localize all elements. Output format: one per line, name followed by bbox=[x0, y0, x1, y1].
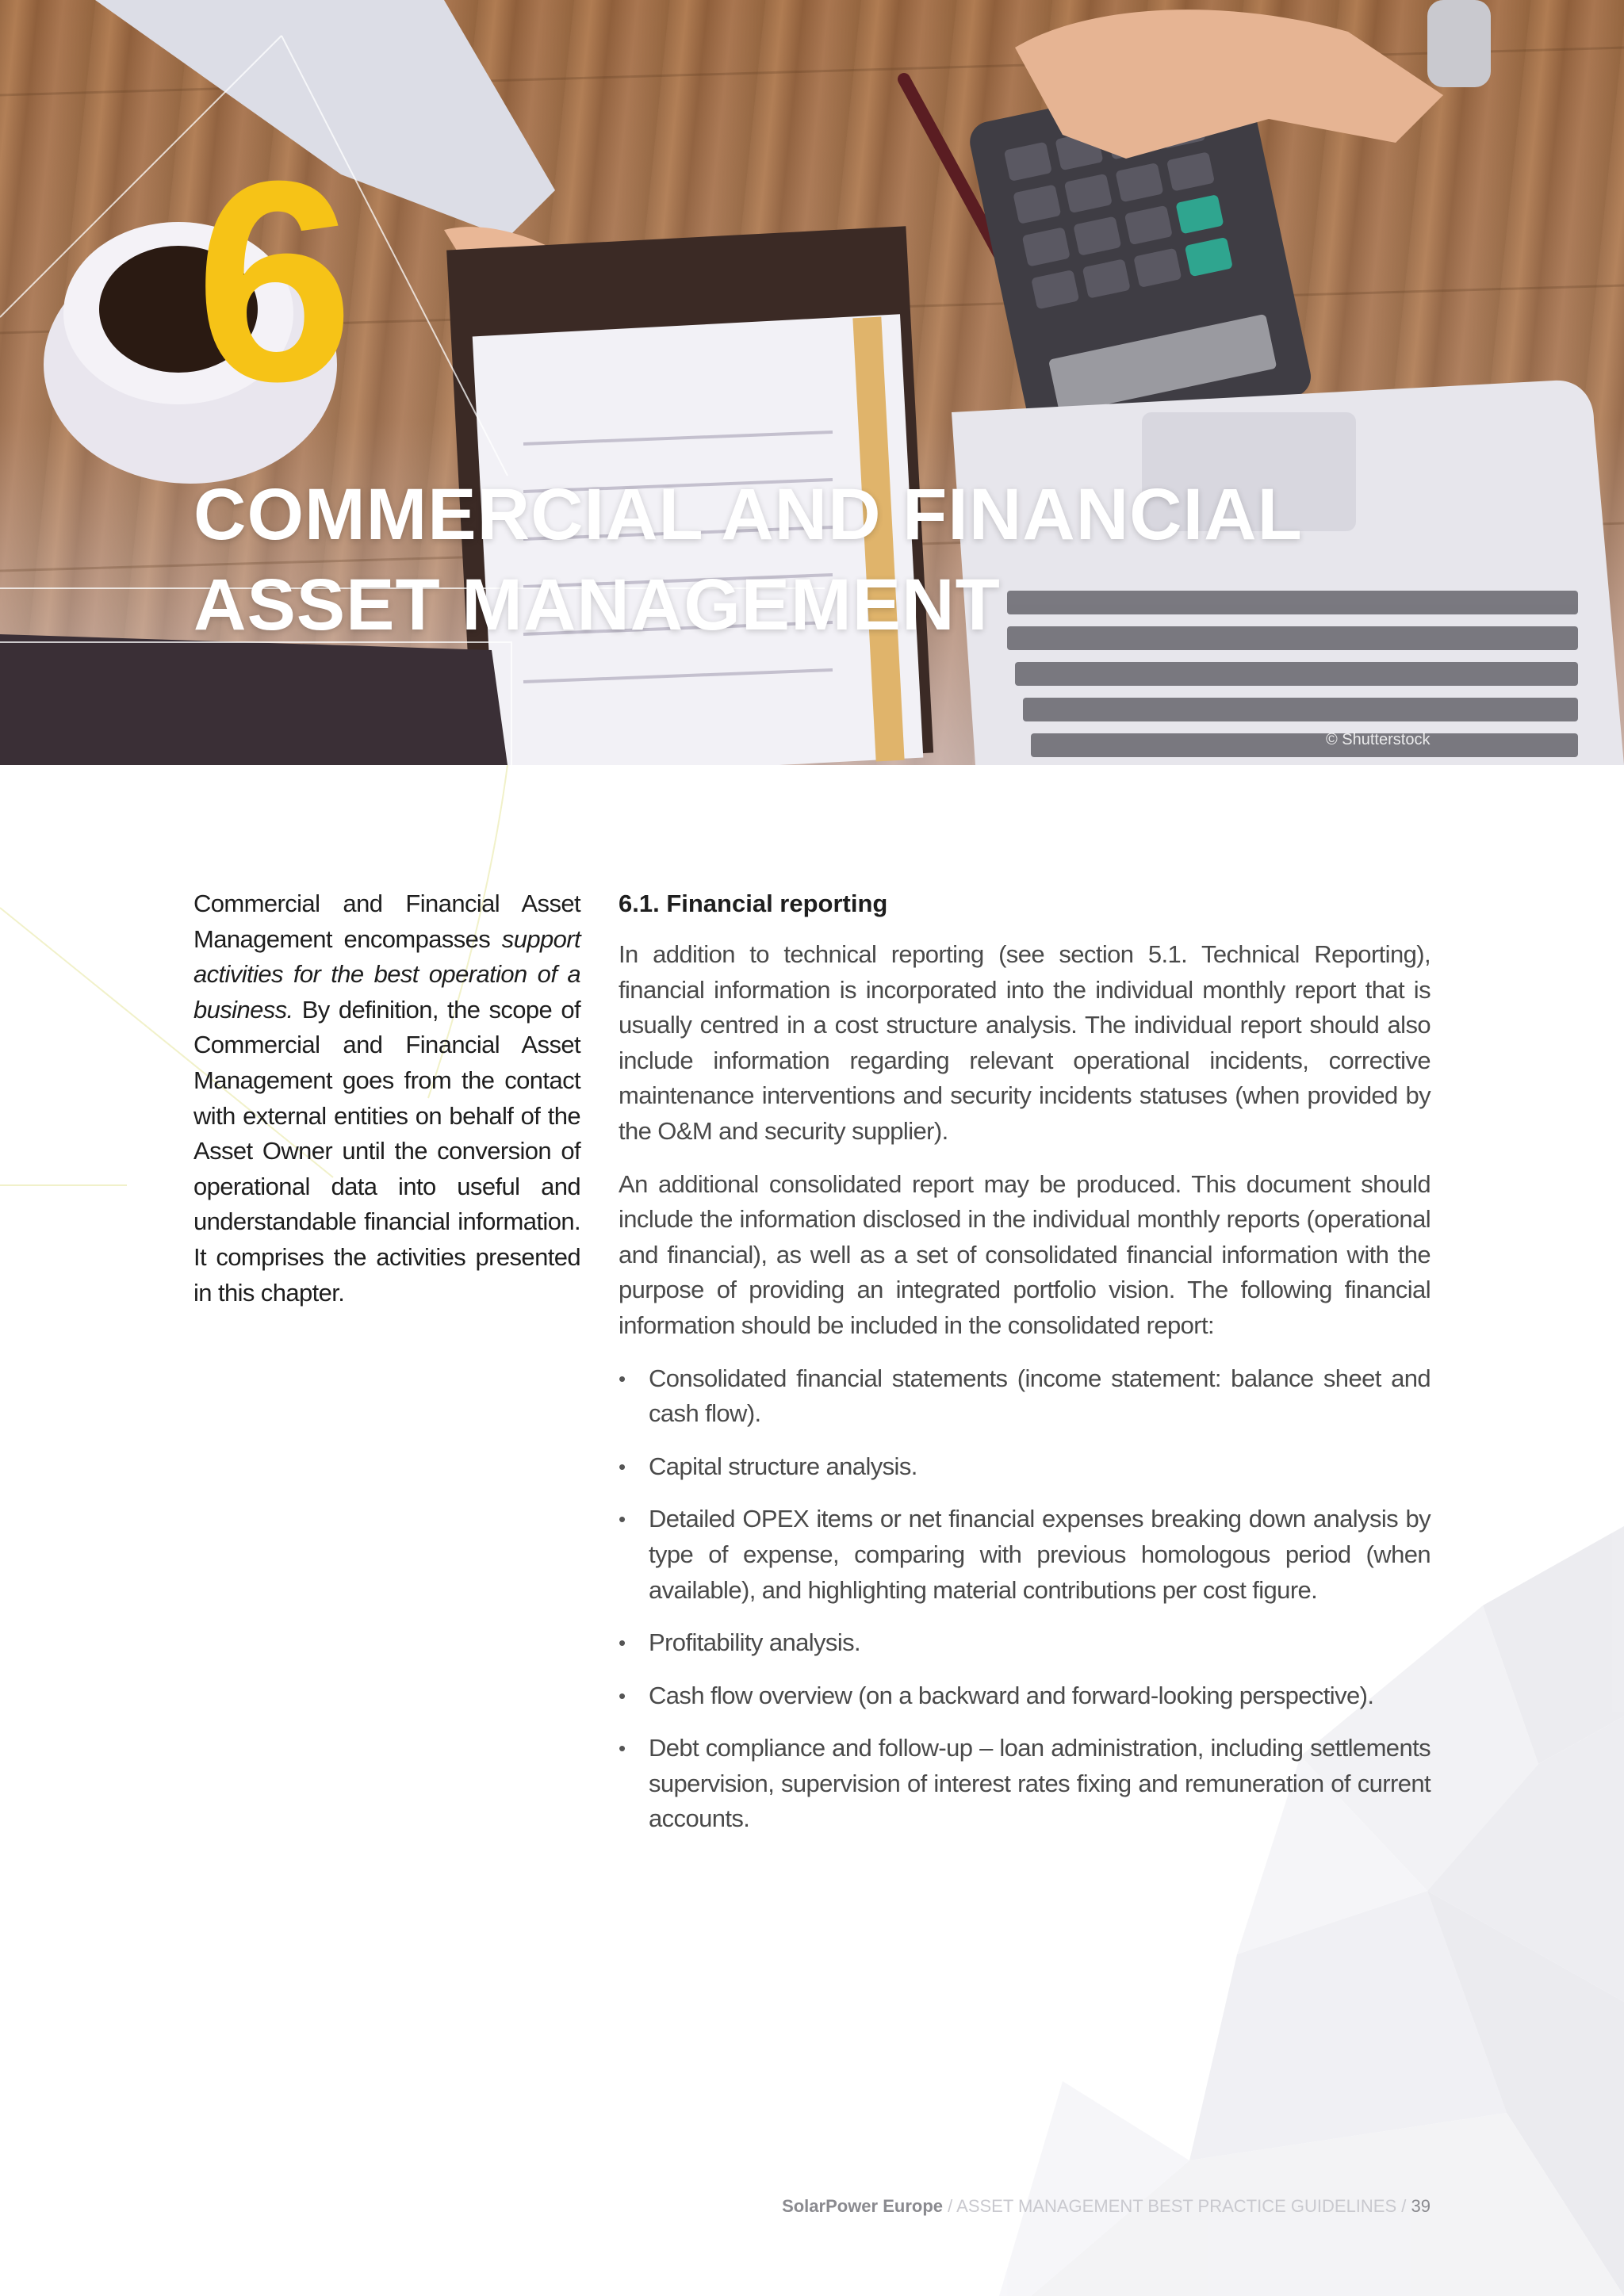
page-number: 39 bbox=[1411, 2196, 1431, 2216]
page-footer bbox=[782, 2196, 1431, 2217]
book-illustration bbox=[0, 634, 508, 765]
body-paragraph: An additional consolidated report may be produced. This document should include the information disclosed in the individual monthly reports (operational and financial), as well as a set of consolidated financial information with the purpose of providing an integrated portfolio vision. The following financial information should be included in the consolidated report: bbox=[619, 1169, 1431, 1339]
watch-illustration bbox=[1427, 0, 1491, 87]
chapter-title-line2: ASSET MANAGEMENT bbox=[193, 564, 1001, 645]
bullet-text: Cash flow overview (on a backward and forward-looking perspective). bbox=[649, 1681, 1374, 1709]
bullet-icon: • bbox=[619, 1631, 626, 1655]
chapter-title bbox=[193, 469, 1383, 650]
footer-separator: / bbox=[943, 2196, 957, 2216]
intro-paragraph bbox=[193, 886, 580, 1311]
footer-brand: SolarPower Europe bbox=[782, 2196, 944, 2216]
bullet-icon: • bbox=[619, 1366, 626, 1391]
intro-text-end: By definition, the scope of Commercial and Financial Asset Management goes from the contact with external entities on behalf of the Asset Owner until the conversion of operational data into useful and understandable financial information. It comprises the activities presented in this chapter. bbox=[193, 995, 580, 1307]
bullet-item bbox=[619, 1731, 1431, 1837]
main-content bbox=[619, 888, 1431, 1854]
bullet-list bbox=[619, 1361, 1431, 1838]
bullet-text: Capital structure analysis. bbox=[649, 1452, 917, 1480]
bullet-icon: • bbox=[619, 1454, 626, 1479]
chapter-title-line1: COMMERCIAL AND FINANCIAL bbox=[193, 474, 1303, 555]
section-heading: 6.1. Financial reporting bbox=[619, 890, 888, 917]
bullet-icon: • bbox=[619, 1736, 626, 1761]
bullet-text: Consolidated financial statements (income statement: balance sheet and cash flow). bbox=[649, 1364, 1431, 1428]
bullet-text: Profitability analysis. bbox=[649, 1628, 861, 1657]
body-paragraph: In addition to technical reporting (see section 5.1. Technical Reporting), financial information is incorporated into the individual monthly report that is usually centred in a cost structure analysis. The individual report should also include information regarding relevant operational incidents, corrective maintenance interventions and security incidents statuses (when provided by the O&M and security supplier). bbox=[619, 940, 1431, 1145]
bullet-item bbox=[619, 1449, 1431, 1485]
bullet-icon: • bbox=[619, 1683, 626, 1708]
photo-credit: © Shutterstock bbox=[1326, 731, 1431, 748]
bullet-item bbox=[619, 1502, 1431, 1608]
bullet-text: Detailed OPEX items or net financial expenses breaking down analysis by type of expense, comparing with previous homologous period (when available), and highlighting material contributions per cost figure. bbox=[649, 1505, 1431, 1604]
bullet-icon: • bbox=[619, 1507, 626, 1532]
bullet-text: Debt compliance and follow-up – loan administration, including settlements supervision, supervision of interest rates fixing and remuneration of current accounts. bbox=[649, 1734, 1431, 1833]
intro-emphasis: support activities for the best operation of a business. bbox=[193, 924, 580, 1024]
footer-doc-title: ASSET MANAGEMENT BEST PRACTICE GUIDELINES bbox=[956, 2196, 1397, 2216]
chapter-number: 6 bbox=[195, 122, 350, 441]
bullet-item bbox=[619, 1678, 1431, 1714]
intro-text-start: Commercial and Financial Asset Management encompasses bbox=[193, 890, 580, 953]
bullet-item bbox=[619, 1361, 1431, 1432]
hero-image bbox=[0, 0, 1624, 765]
bullet-item bbox=[619, 1625, 1431, 1661]
footer-separator: / bbox=[1396, 2196, 1411, 2216]
